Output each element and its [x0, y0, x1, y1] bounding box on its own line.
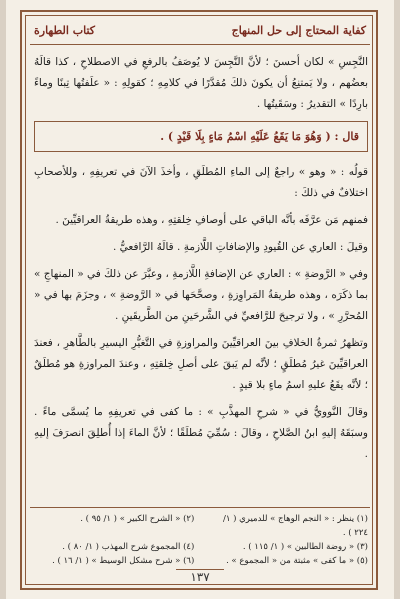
footnote-row	[34, 540, 368, 554]
page-number	[6, 570, 394, 584]
footnote: (٤) المجموع شرح المهذب ( ١/ ٨٠ ) .	[62, 542, 195, 552]
paragraph-4: وقيلَ : العاري عن القُيودِ والإضافاتِ اللَّازمةِ . قالَهُ الرَّافعيُّ .	[112, 241, 368, 253]
footnote: (٦) « شرح مشكل الوسيط » ( ١/ ١٦ ) .	[52, 556, 195, 566]
paragraph-6: وتظهرُ ثمرةُ الخلافِ بينَ العراقيِّينَ والمراوزةِ في التَّغيُّرِ اليسيرِ بالطَّاهرِ ، فعندَ العراقيِّينَ غيرُ مُطلَقٍ ؛ لأنَّه لم يَبقَ على أصلِ خِلقتِهِ ، وعندَ المراوزةِ هو مُطلَقٌ ؛ لأنَّه يقَعُ عليهِ اسمُ ماءٍ بلا قيدٍ .	[34, 337, 368, 391]
running-header	[30, 22, 370, 44]
paragraph-7: وقالَ النَّوويُّ في « شرحِ المهذَّبِ » : ما كفى في تعريفِهِ ما يُسمَّى ماءً . وسبَقَهُ إليهِ ابنُ الصَّلاحِ ، وقالَ : سُمِّيَ مُطلَقًا ؛ لأنَّ الماءَ إذا أُطلِقَ انصرَفَ إليهِ .	[34, 406, 368, 460]
footnote: (١) ينظر : « النجم الوهاج » للدميري ( ١/ ٢٢٤ ) .	[222, 514, 368, 538]
book-title: كفاية المحتاج إلى حل المنهاج	[231, 24, 366, 37]
header-divider	[30, 44, 370, 45]
main-text	[34, 52, 368, 471]
footnote: (٢) « الشرح الكبير » ( ١/ ٩٥ ) .	[80, 514, 195, 524]
chapter-title: كتاب الطهارة	[34, 24, 96, 37]
footnote-row	[34, 554, 368, 568]
footnotes	[34, 512, 368, 568]
paragraph-3: فمنهم مَن عرَّفَه بأنَّه الباقي على أوصافِ خِلقتِهِ ، وهذه طريقةُ العراقيِّينَ .	[55, 214, 368, 226]
paragraph-1: النَّجِسِ » لكان أحسنَ ؛ لأنَّ النَّجِسَ لا يُوصَفُ بالرفعِ في الاصطلاحِ ، كذا قالَهُ بعضُهم ، ولا يَمتنِعُ أن يكونَ ذلكَ مُقدَّرًا في كلامِهِ ؛ كقولِهِ : « علَفتُها تِبنًا وماءً بارِدًا » التقديرُ : وسَقَيتُها .	[34, 56, 368, 110]
footnote-row	[34, 512, 368, 540]
footnote: (٥) « ما كفى » مثبتة من « المجموع » .	[226, 556, 368, 566]
paragraph-2: قولُه : « وهو » راجعٌ إلى الماءِ المُطلَقِ ، وأخذَ الآنَ في تعريفِهِ ، وللأصحابِ اختلافٌ في ذلكَ :	[34, 166, 368, 199]
page	[6, 0, 394, 599]
matn-box: قال : ( وَهُوَ مَا يَقَعُ عَلَيْهِ اسْمُ مَاءٍ بِلَا قَيْدٍ ) .	[34, 121, 368, 152]
paragraph-5: وفي « الرَّوضةِ » : العاري عن الإضافةِ اللَّازمةِ ، وعبَّرَ عن ذلكَ في « المنهاجِ » بما ذكَرَه ، وهذه طريقةُ المَراوِزةِ ، وصحَّحَها في « الرَّوضةِ » ، وجزَمَ بها في « المُحرَّرِ » ، ولا ترجيحَ للرَّافعيِّ في الشَّرحَينِ من الطَّريقَينِ .	[34, 268, 368, 322]
footnote-divider	[30, 507, 370, 508]
footnote: (٣) « روضة الطالبين » ( ١/ ١١٥ ) .	[242, 542, 368, 552]
page-number-text: ١٣٧	[176, 569, 223, 585]
